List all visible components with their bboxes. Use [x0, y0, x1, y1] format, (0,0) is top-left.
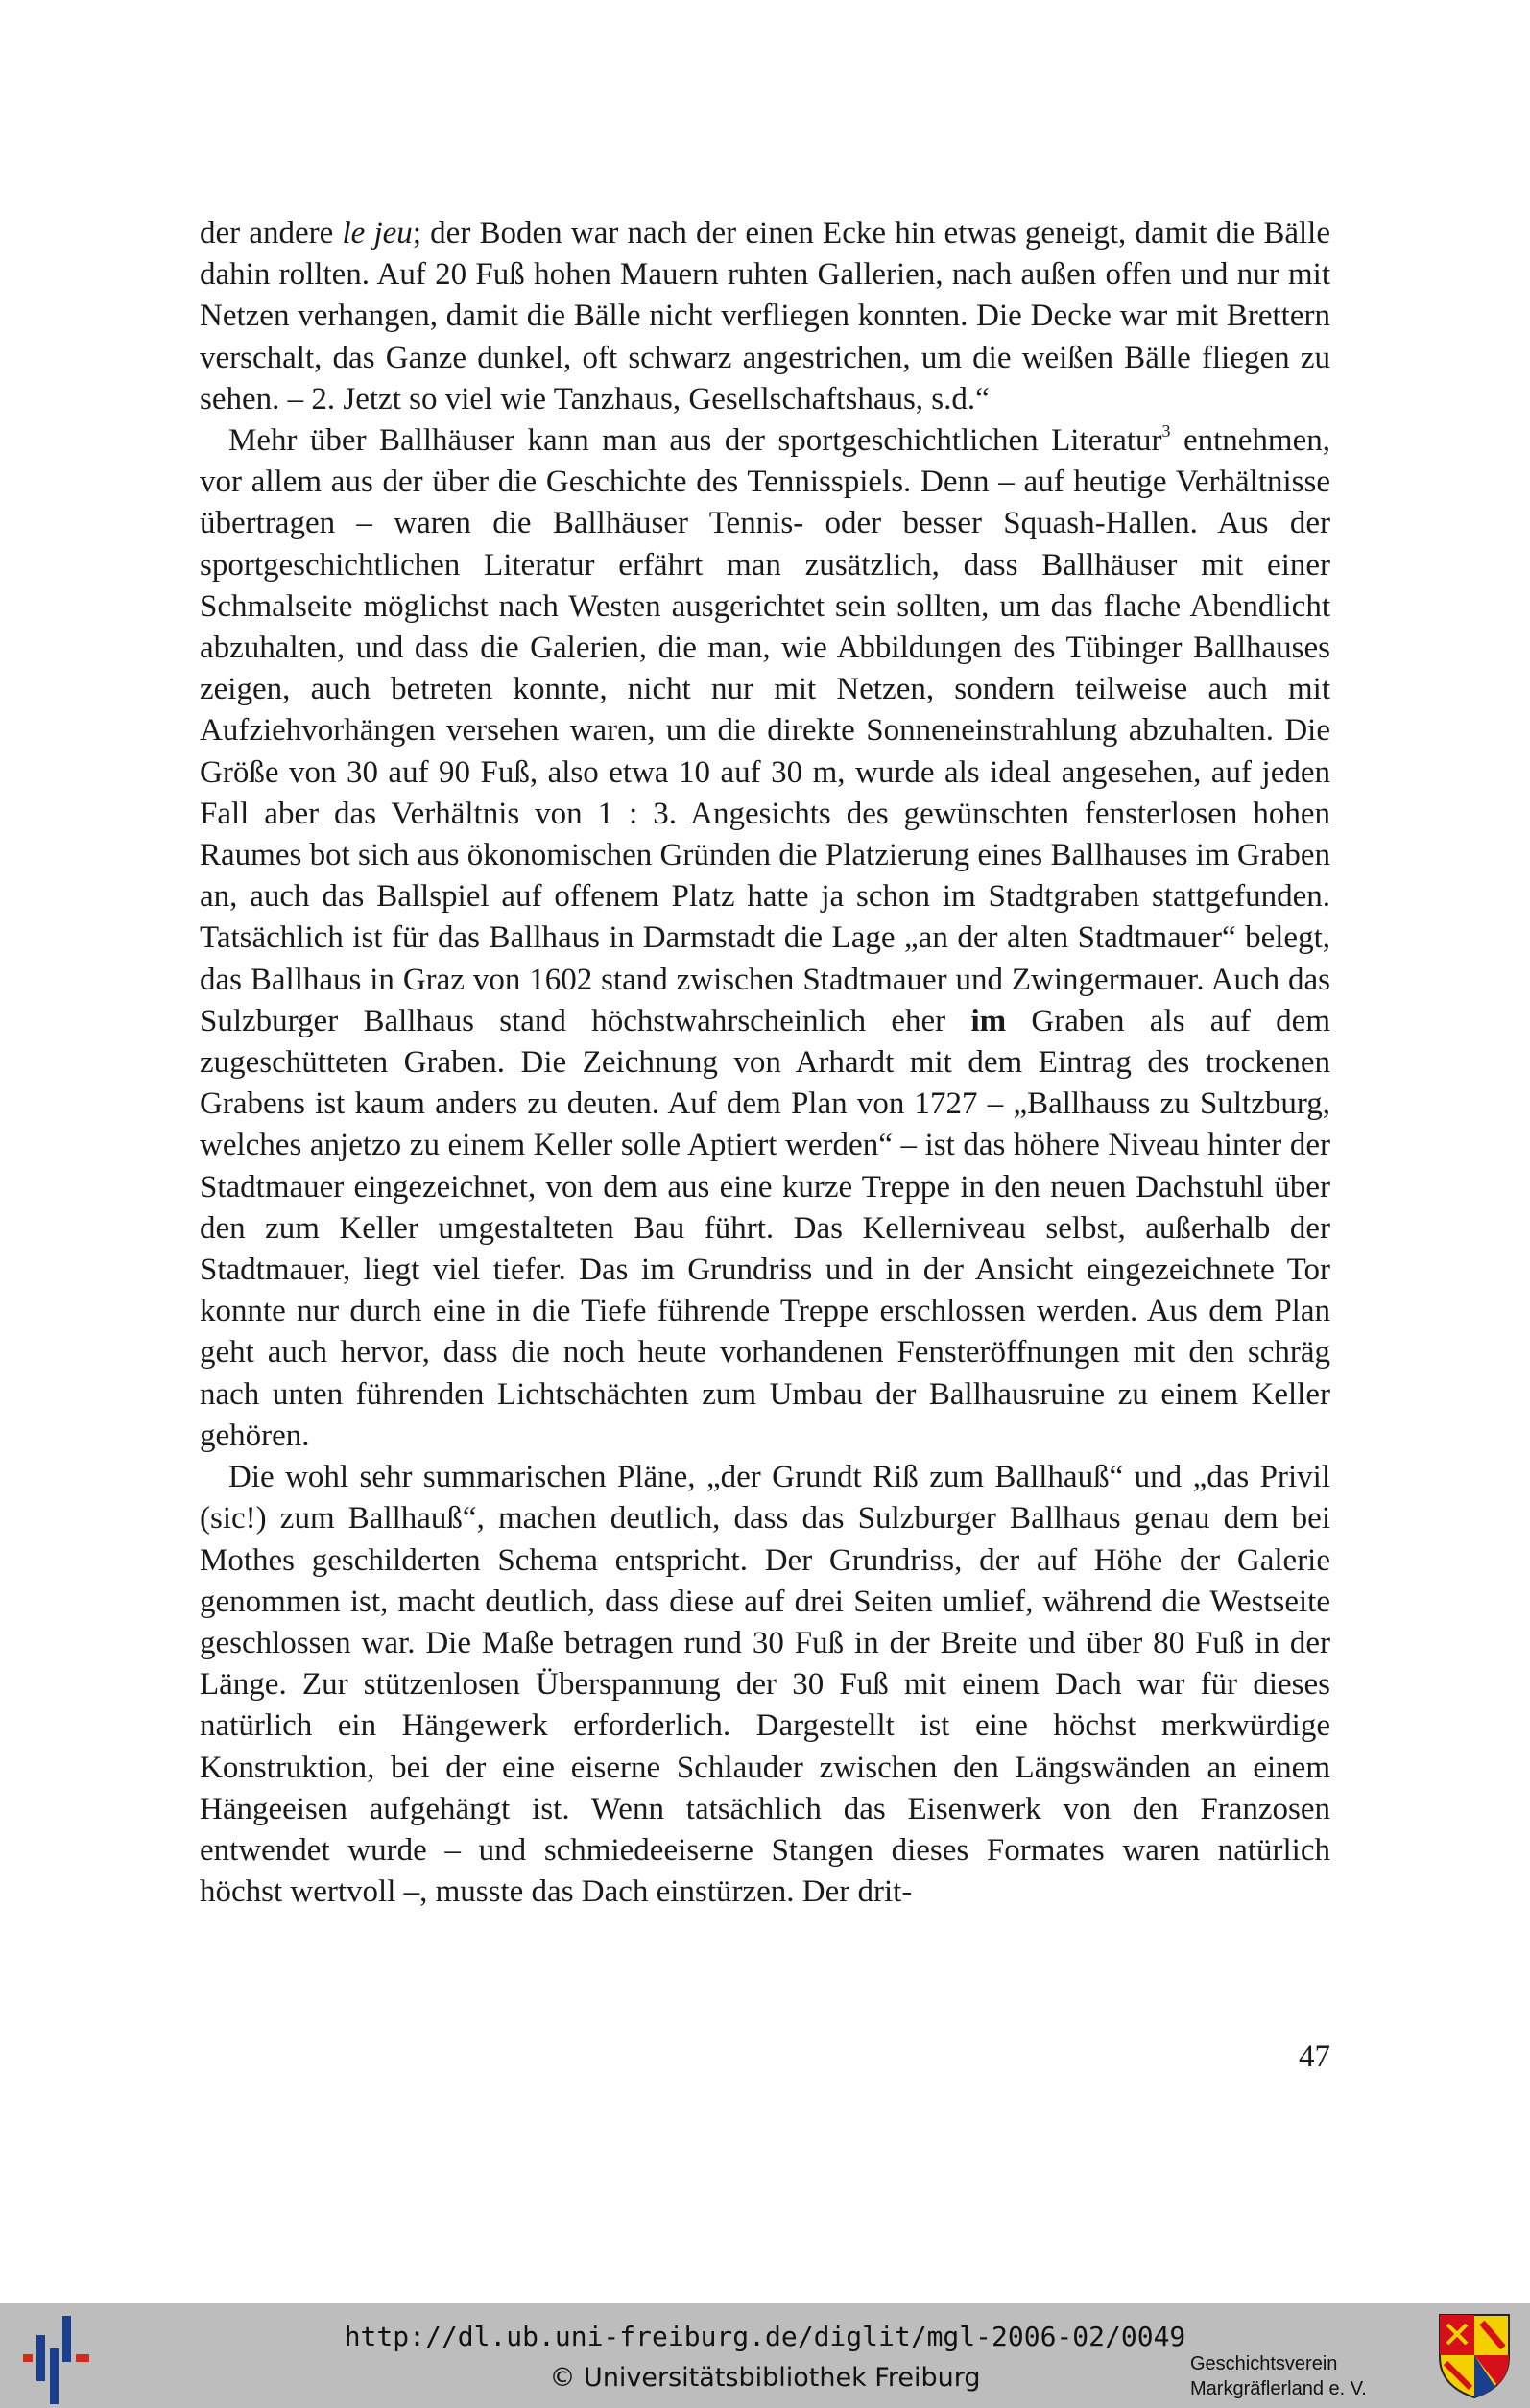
society-name: [1190, 2351, 1430, 2401]
paragraph: [200, 213, 1330, 420]
page-number: 47: [1299, 2039, 1330, 2074]
footer-url[interactable]: http://dl.ub.uni-freiburg.de/diglit/mgl-2006-02/0049: [344, 2321, 1186, 2352]
emphasis-text: le jeu: [342, 216, 413, 250]
text-run: Die wohl sehr summarischen Pläne, „der Grundt Riß zum Ballhauß“ und „das Privil (sic!) zum Ballhauß“, machen deutlich, dass das Sulzburger Ballhaus genau dem bei Mothes geschilderten Schema entspricht. Der Grundriss, der auf Höhe der Galerie genommen ist, macht deutlich, dass diese auf drei Seiten umlief, während die Westseite geschlossen war. Die Maße betragen rund 30 Fuß in der Breite und über 80 Fuß in der Länge. Zur stützenlosen Überspannung der 30 Fuß mit einem Dach war für dieses natürlich ein Hängewerk erforderlich. Dargestellt ist eine höchst merkwürdige Konstruktion, bei der eine eiserne Schlauder zwischen den Längswänden an einem Hängeeisen aufgehängt ist. Wenn tatsächlich das Eisenwerk von den Franzosen entwendet wurde – und schmiedeeiserne Stangen dieses Formates waren natürlich höchst wertvoll –, musste das Dach einstürzen. Der drit-: [200, 1460, 1330, 1910]
text-run: Graben als auf dem zugeschütteten Graben. Die Zeichnung von Arhardt mit dem Eintrag des trockenen Grabens ist kaum anders zu deuten. Auf dem Plan von 1727 – „Ballhauss zu Sultzburg, welches anjetzo zu einem Keller solle Aptiert werden“ – ist das höhere Niveau hinter der Stadtmauer eingezeichnet, von dem aus eine kurze Treppe in den neuen Dachstuhl über den zum Keller umgestalteten Bau führt. Das Kellerniveau selbst, außerhalb der Stadtmauer, liegt viel tiefer. Das im Grundriss und in der Ansicht eingezeichnete Tor konnte nur durch eine in die Tiefe führende Treppe erschlossen werden. Aus dem Plan geht auch hervor, dass die noch heute vorhandenen Fensteröffnungen mit den schräg nach unten führenden Lichtschächten zum Umbau der Ballhausruine zu einem Keller gehören.: [200, 1003, 1330, 1453]
paragraph: [200, 420, 1330, 1457]
paragraph: [200, 1457, 1330, 1913]
coat-of-arms-icon: [1436, 2311, 1513, 2399]
text-run: Mehr über Ballhäuser kann man aus der sportgeschichtlichen Literatur: [228, 423, 1162, 459]
society-name-line2: Markgräflerland e. V.: [1190, 2378, 1367, 2399]
page-body: [200, 213, 1330, 1913]
footnote-marker[interactable]: 3: [1161, 421, 1171, 441]
society-name-line1: Geschichtsverein: [1190, 2353, 1338, 2374]
text-run: ; der Boden war nach der einen Ecke hin etwas geneigt, damit die Bälle dahin rollten. Auf 20 Fuß hohen Mauern ruhten Gallerien, nach außen offen und nur mit Netzen verhangen, damit die Bälle nicht verfliegen konnten. Die Decke war mit Brettern verschalt, das Ganze dunkel, oft schwarz angestrichen, um die weißen Bälle fliegen zu sehen. – 2. Jetzt so viel wie Tanzhaus, Gesellschaftshaus, s.d.“: [200, 216, 1330, 417]
footer-copyright: © Universitätsbibliothek Freiburg: [549, 2363, 981, 2393]
emphasis-text: im: [970, 1003, 1007, 1038]
text-run: entnehmen, vor allem aus der über die Geschichte des Tennisspiels. Denn – auf heutige Verhältnisse übertragen – waren die Ballhäuser Tennis- oder besser Squash-Hallen. Aus der sportgeschichtlichen Literatur erfährt man zusätzlich, dass Ballhäuser mit einer Schmalseite möglichst nach Westen ausgerichtet sein sollten, um das flache Abendlicht abzuhalten, und dass die Galerien, die man, wie Abbildungen des Tübinger Ballhauses zeigen, auch betreten konnte, nicht nur mit Netzen, sondern teilweise auch mit Aufziehvorhängen versehen waren, um die direkte Sonneneinstrahlung abzuhalten. Die Größe von 30 auf 90 Fuß, also etwa 10 auf 30 m, wurde als ideal angesehen, auf jeden Fall aber das Verhältnis von 1 : 3. Angesichts des gewünschten fensterlosen hohen Raumes bot sich aus ökonomischen Gründen die Platzierung eines Ballhauses im Graben an, auch das Ballspiel auf offenem Platz hatte ja schon im Stadtgraben stattgefunden. Tatsächlich ist für das Ballhaus in Darmstadt die Lage „an der alten Stadtmauer“ belegt, das Ballhaus in Graz von 1602 stand zwischen Stadtmauer und Zwingermauer. Auch das Sulzburger Ballhaus stand höchstwahrscheinlich eher: [200, 423, 1330, 1038]
text-run: der andere: [200, 216, 343, 250]
